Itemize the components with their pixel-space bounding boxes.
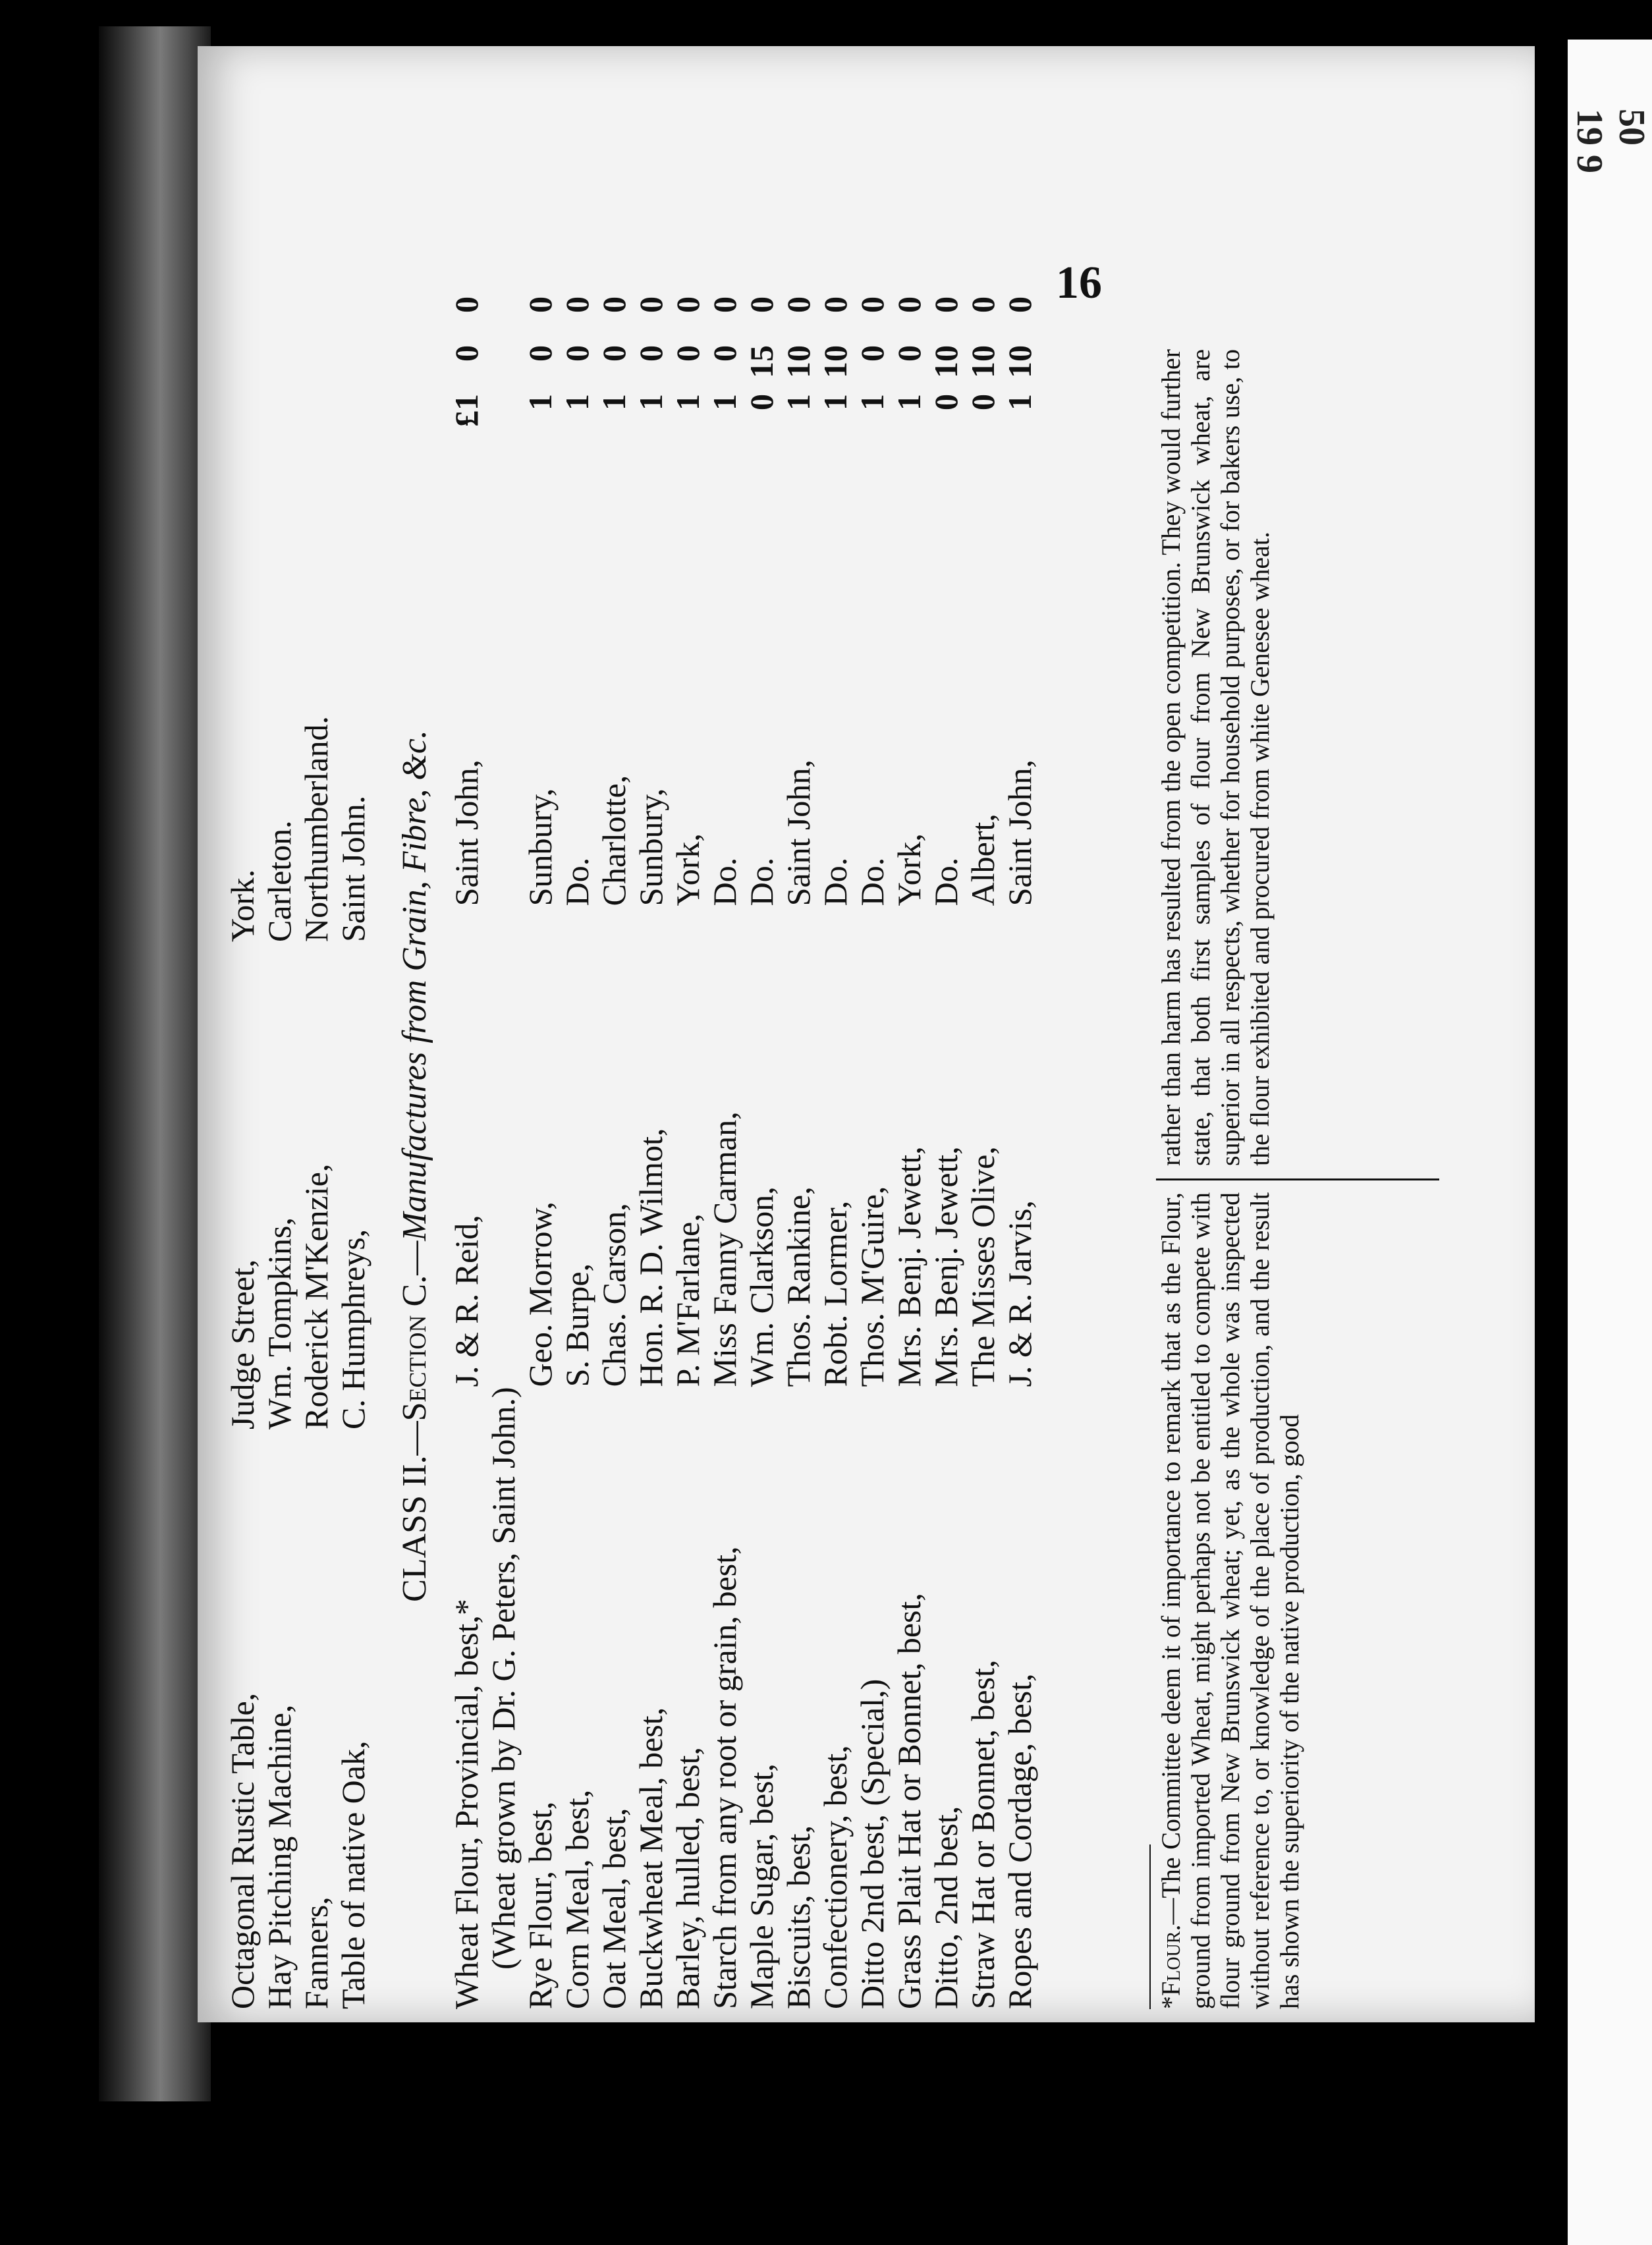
class-heading (397, 323, 433, 2009)
prize-pounds: 0 (964, 394, 1001, 410)
prize-pence: 0 (927, 296, 964, 313)
exhibit-item: Buckwheat Meal, best, (632, 1707, 669, 2009)
exhibitor-county: Carleton. (261, 820, 298, 942)
prize-shillings: 10 (964, 345, 1001, 378)
prize-shillings: 0 (595, 345, 632, 362)
exhibitor-name: Wm. Clarkson, (743, 1186, 780, 1387)
prize-pence: 0 (817, 296, 854, 313)
prize-pence: 0 (559, 296, 595, 313)
prize-pence: 0 (706, 296, 743, 313)
table-row (780, 296, 817, 2009)
prize-amount (817, 296, 854, 569)
exhibit-item: Table of native Oak, (335, 1740, 372, 2009)
exhibitor-county: Saint John, (448, 760, 485, 906)
section-subject: Manufactures from Grain, Fibre, &c. (396, 730, 433, 1241)
prize-amount (706, 296, 743, 569)
exhibit-item: Wheat Flour, Provincial, best,* (448, 1599, 485, 2009)
table-row (224, 599, 261, 2009)
exhibitor-name: Miss Fanny Carman, (706, 1111, 743, 1387)
page-number: 16 (1056, 258, 1102, 308)
exhibit-item: Straw Hat or Bonnet, best, (964, 1659, 1001, 2009)
prize-amount (522, 296, 559, 569)
prize-pence: 0 (964, 296, 1001, 313)
footnote (1156, 323, 1419, 2009)
prize-pence: 0 (780, 296, 817, 313)
exhibit-item: Ropes and Cordage, best, (1001, 1673, 1038, 2009)
prize-shillings: 0 (522, 345, 559, 362)
exhibitor-county: Do. (817, 857, 854, 906)
table-row (891, 296, 927, 2009)
exhibitor-county: Do. (706, 857, 743, 906)
footnote-label: *Flour. (1156, 1924, 1186, 2009)
prize-amount (669, 296, 706, 569)
exhibit-item: Ditto, 2nd best, (927, 1806, 964, 2009)
table-row (559, 296, 595, 2009)
exhibitor-county: Albert, (964, 814, 1001, 906)
prize-pence: 0 (669, 296, 706, 313)
prize-shillings: 0 (891, 345, 927, 362)
footnote-rule (1149, 1844, 1151, 2009)
exhibitor-name: P. M'Farlane, (669, 1213, 706, 1387)
prize-pounds: £1 (448, 394, 485, 427)
table-row (927, 296, 964, 2009)
exhibitor-county: Saint John. (335, 795, 372, 942)
prize-pounds: 1 (891, 394, 927, 410)
exhibit-item: Biscuits, best, (780, 1825, 817, 2009)
exhibitor-county: Sunbury, (522, 788, 559, 906)
exhibitor-county: Charlotte, (595, 775, 632, 906)
prize-pence: 0 (595, 296, 632, 313)
prize-pounds: 1 (595, 394, 632, 410)
exhibitor-county: Do. (927, 857, 964, 906)
exhibitor-name: Roderick M'Kenzie, (298, 1163, 335, 1429)
table-row (743, 296, 780, 2009)
prize-amount (485, 296, 522, 569)
prize-pounds: 1 (1001, 394, 1038, 410)
prize-pence: 0 (743, 296, 780, 313)
prize-pence: 0 (632, 296, 669, 313)
exhibit-item: Starch from any root or grain, best, (706, 1546, 743, 2009)
exhibitor-name: Robt. Lormer, (817, 1200, 854, 1387)
prize-shillings: 0 (559, 345, 595, 362)
exhibit-item: Confectionery, best, (817, 1745, 854, 2009)
prize-amount (595, 296, 632, 569)
exhibit-item: Oat Meal, best, (595, 1808, 632, 2009)
exhibitor-county: Do. (854, 857, 891, 906)
prize-pounds: 1 (854, 394, 891, 410)
exhibitor-name: Hon. R. D. Wilmot, (632, 1128, 669, 1387)
heading-dash: — (396, 1240, 433, 1275)
prize-amount (559, 296, 595, 569)
exhibit-item: Fanners, (298, 1897, 335, 2009)
footnote-divider (1156, 1178, 1439, 1180)
exhibit-item: Maple Sugar, best, (743, 1763, 780, 2009)
prize-pence: 0 (448, 296, 485, 313)
prize-pounds: 1 (706, 394, 743, 410)
prize-shillings: 10 (1001, 345, 1038, 378)
exhibitor-county (485, 569, 522, 906)
table-row (964, 296, 1001, 2009)
footnote-text-1: —The Committee deem it of importance to remark that as the Flour, ground from imported Wheat, might perhaps not be entitled to compete with flour ground from New Brunswick wheat; yet, as the whole was inspected without reference to, or knowledge of the place of production, and the result has shown the superiority of the native production, good (1156, 1192, 1304, 2009)
exhibit-item: Octagonal Rustic Table, (224, 1692, 261, 2009)
prize-pounds: 1 (780, 394, 817, 410)
exhibitor-name: J. & R. Jarvis, (1001, 1200, 1038, 1387)
table-row (448, 296, 485, 2009)
prize-shillings: 15 (743, 345, 780, 378)
prize-amount (1001, 296, 1038, 569)
exhibitor-name (485, 906, 522, 1387)
exhibit-item: Grass Plait Hat or Bonnet, best, (891, 1593, 927, 2009)
prize-pounds: 0 (743, 394, 780, 410)
facing-page-fragment: 50 19 9 (1569, 109, 1652, 173)
facing-page-edge (1568, 40, 1652, 2245)
table-row (706, 296, 743, 2009)
exhibitor-name: Wm. Tompkins, (261, 1217, 298, 1429)
prize-amount (743, 296, 780, 569)
exhibitor-county: York, (891, 833, 927, 906)
prize-pounds: 1 (632, 394, 669, 410)
exhibitor-county: York. (224, 869, 261, 942)
exhibitor-county: Do. (559, 857, 595, 906)
prize-pounds: 0 (927, 394, 964, 410)
prize-amount (964, 296, 1001, 569)
class-label: CLASS II.— (396, 1421, 433, 1602)
table-row (522, 296, 559, 2009)
table-row (854, 296, 891, 2009)
exhibitor-name: C. Humphreys, (335, 1229, 372, 1429)
exhibitor-name: The Misses Olive, (964, 1146, 1001, 1387)
exhibit-item: Rye Flour, best, (522, 1801, 559, 2009)
prize-amount (448, 296, 485, 569)
footnote-column-2: rather than harm has resulted from the open competition. They would further state, that both first samples of flour from New Brunswick wheat, are superior in all respects, whether for household purposes, or for bakers use, to the flour exhibited and procured from white Genesee wheat. (1156, 349, 1275, 1166)
exhibitor-county: Saint John, (780, 760, 817, 906)
prize-pounds: 1 (559, 394, 595, 410)
exhibit-item: (Wheat grown by Dr. G. Peters, Saint John.) (485, 1387, 522, 1970)
exhibitor-county: Do. (743, 857, 780, 906)
exhibitor-name: J. & R. Reid, (448, 1215, 485, 1387)
table-row (485, 296, 522, 2009)
footnote-column-1 (1156, 1192, 1304, 2009)
exhibit-item: Hay Pitching Machine, (261, 1704, 298, 2009)
exhibitor-county: Northumberland. (298, 716, 335, 942)
exhibitor-county: Saint John, (1001, 760, 1038, 906)
prize-amount (891, 296, 927, 569)
exhibitor-name: Geo. Morrow, (522, 1202, 559, 1387)
exhibitor-name: Mrs. Benj. Jewett, (927, 1146, 964, 1387)
prize-shillings: 0 (669, 345, 706, 362)
prize-pounds: 1 (669, 394, 706, 410)
prize-shillings: 0 (448, 345, 485, 362)
prize-shillings: 10 (780, 345, 817, 378)
exhibitor-name: Thos. M'Guire, (854, 1186, 891, 1387)
prize-shillings: 10 (927, 345, 964, 378)
exhibitor-name: Mrs. Benj. Jewett, (891, 1146, 927, 1387)
prize-shillings: 0 (854, 345, 891, 362)
exhibitor-name: Thos. Rankine, (780, 1186, 817, 1387)
table-row (335, 599, 372, 2009)
prize-pence: 0 (891, 296, 927, 313)
prize-list-top (224, 599, 372, 2009)
rotated-page-content (224, 258, 1475, 2009)
exhibitor-county: York, (669, 833, 706, 906)
exhibitor-name: Chas. Carson, (595, 1203, 632, 1387)
exhibit-item: Ditto 2nd best, (Special,) (854, 1678, 891, 2009)
prize-shillings: 10 (817, 345, 854, 378)
table-row (298, 599, 335, 2009)
table-row (632, 296, 669, 2009)
section-label: Section C. (396, 1275, 433, 1422)
book-binding (99, 26, 211, 2101)
prize-pounds: 1 (817, 394, 854, 410)
prize-amount (632, 296, 669, 569)
table-row (261, 599, 298, 2009)
table-row (1001, 296, 1038, 2009)
exhibitor-name: Judge Street, (224, 1259, 261, 1429)
prize-amount (854, 296, 891, 569)
prize-shillings: 0 (706, 345, 743, 362)
exhibit-item: Barley, hulled, best, (669, 1746, 706, 2009)
prize-amount (780, 296, 817, 569)
prize-amount (927, 296, 964, 569)
prize-pence: 0 (854, 296, 891, 313)
table-row (669, 296, 706, 2009)
table-row (817, 296, 854, 2009)
prize-shillings: 0 (632, 345, 669, 362)
prize-pounds: 1 (522, 394, 559, 410)
exhibitor-county: Sunbury, (632, 788, 669, 906)
exhibitor-name: S. Burpe, (559, 1263, 595, 1387)
prize-pence: 0 (522, 296, 559, 313)
prize-pence: 0 (1001, 296, 1038, 313)
prize-list-section-c (448, 296, 1038, 2009)
exhibit-item: Corn Meal, best, (559, 1789, 595, 2009)
table-row (595, 296, 632, 2009)
